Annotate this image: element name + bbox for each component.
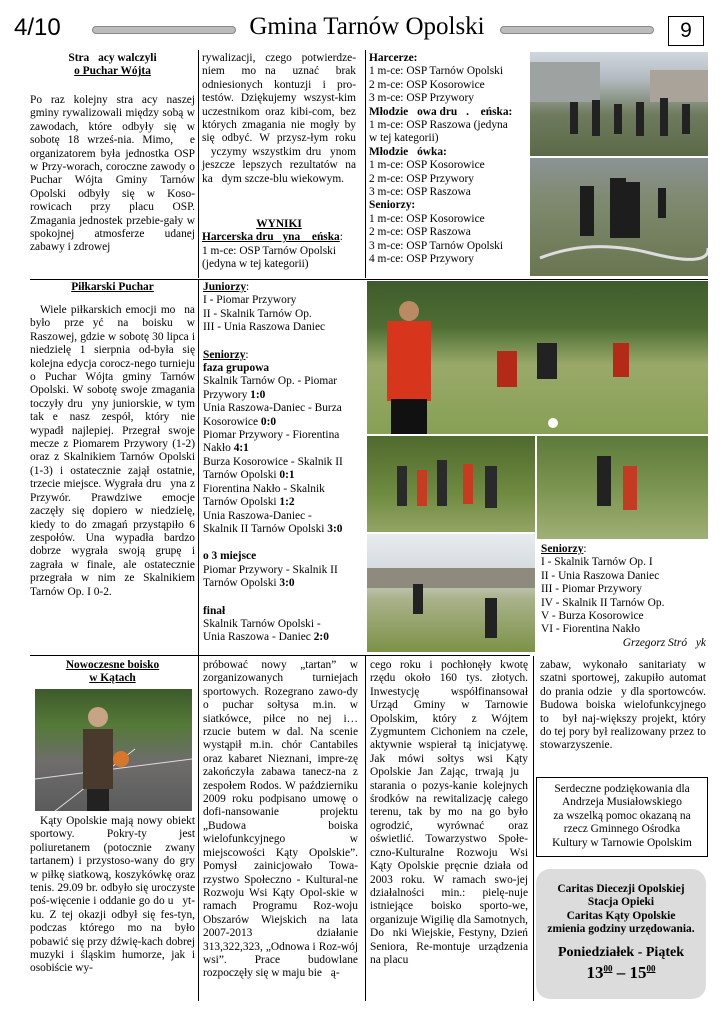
results-line: w tej kategorii) [369, 132, 439, 145]
results-line: 1 m-ce: OSP Tarnów Opolski [369, 65, 503, 78]
harcerska-line1: 1 m-ce: OSP Tarnów Opolski [202, 244, 336, 257]
divider [198, 656, 199, 1001]
results-line: 1 m-ce: OSP Raszowa (jedyna [369, 119, 508, 132]
divider [198, 280, 199, 655]
football-photo-small-right [537, 436, 708, 539]
article3-title [30, 659, 195, 686]
divider [533, 656, 534, 1001]
match-score: 0:1 [279, 469, 295, 482]
article1-results: WYNIKI Harcerska dru yna  eńska: 1 m-ce: OSP Tarnów Opolski (jedyna w tej kategorii) [202, 218, 356, 272]
junior-rank: II - Skalnik Tarnów Op. [203, 307, 312, 320]
match-score: 3:0 [327, 522, 343, 535]
article2-results: Juniorzy: I - Piomar Przywory II - Skalnik Tarnów Op. III - Unia Raszowa Daniec Seniorzy: faza grupowa Skalnik Tarnów Op. - Piomar Przywory 1:0 Unia Raszowa-Daniec - Burza Kosorowice 0:0 Piomar Przywory - Fiorentina Nakło 4:1 Burza Kosorowice - Skalnik II Tarnów Opolski 0:1 Fiorentina Nakło - Skalnik Tarnów Opolski 1:2 Unia Raszowa-Daniec - Skalnik II Tarnów Opolski 3:0 o 3 miejsce Piomar Przywory - Skalnik II Tarnów Opolski 3:0 finał Skalnik Tarnów Opolski - Unia Raszowa - Daniec 2:0 [203, 281, 363, 645]
caritas-line: zmienia godziny urzędowania. [547, 923, 695, 936]
results-category: Seniorzy: [369, 199, 416, 212]
results-line: 3 m-ce: OSP Przywory [369, 92, 474, 105]
sports-field-photo [35, 689, 192, 811]
caritas-line: Caritas Diecezji Opolskiej [557, 883, 685, 895]
match-teams-cont: Skalnik II Tarnów Opolski 3:0 [203, 522, 343, 535]
firefighters-image-1 [530, 52, 708, 156]
match-teams: Burza Kosorowice - Skalnik II [203, 455, 343, 468]
juniors-list [203, 294, 363, 334]
seniors-ranking: Seniorzy: I - Skalnik Tarnów Op. I II - Unia Raszowa Daniec III - Piomar Przywory IV - Skalnik II Tarnów Op. V - Burza Kosorowice VI - Fiorentina Nakło Grzegorz Stró yk [541, 543, 706, 649]
results-line: 2 m-ce: OSP Przywory [369, 172, 474, 185]
caritas-days: Poniedziałek - Piątek [558, 944, 684, 960]
match-teams-cont: Tarnów Opolski 1:2 [203, 496, 295, 509]
article3-title-line2: w Kątach [89, 672, 136, 685]
results-category: Młodzie owa dru .  eńska: [369, 105, 513, 118]
match-teams-cont: Kosorowice 0:0 [203, 415, 277, 428]
results-line: 4 m-ce: OSP Przywory [369, 253, 474, 266]
caritas-line: Caritas Kąty Opolskie [566, 909, 676, 922]
match-teams: Skalnik Tarnów Op. - Piomar [203, 375, 338, 388]
ranking-item: I - Skalnik Tarnów Op. I [541, 556, 653, 569]
article3-col3: cego roku i pochłonęły kwotę rzędu około 160 tys. złotych. Inwestycję współfinansował Urząd Gminy w Tarnowie Opolskim, który z Wójtem Zygmuntem Cichoniem na czele, aktywnie wspierał tą inicjatywę. Jak mówi sołtys wsi Kąty Opolskie Jan Zając, trwają ju  starania o pozys-kanie kolejnych środków na rewitalizację całego terenu, tak by mo na go było ogrodzić, wyrównać oraz oświetlić. Towarzystwo Społe-czno-Kulturalne Rozwoju Wsi Kąty Opolskie pręcnie działa od 2003 roku. W ramach swo-jej działalności min.: pielę-nuje istniejące boisko sporto-we, organizuje Wigilię dla Samotnych, Do nki Wiejskie, Festyny, Dzień Seniora, Re-montuje urządzenia na placu [370, 659, 528, 966]
match-teams-cont: Tarnów Opolski 0:1 [203, 469, 295, 482]
football-image-3 [537, 436, 708, 539]
match-teams-cont: Przywory 1:0 [203, 388, 266, 401]
third-place-match-cont: Tarnów Opolski [203, 577, 277, 590]
article1-results-list [369, 52, 527, 267]
results-heading: WYNIKI [256, 218, 302, 230]
article2-body [30, 304, 195, 599]
article1-body-cont: rywalizacji, czego potwierdze-niem mo na uznać brak odniesionych kontuzji i pro-testów. Dziękujemy wszyst-kim uczestnikom oraz kibi-com, bez których zmagania nie mogły by się odbyć. W przysz-łym roku  yczymy wszystkim dru ynom jeszcze lepszych rezultatów na ka dym szcze-blu wiekowym. [202, 52, 356, 185]
final-match-cont: Unia Raszowa - Daniec [203, 631, 311, 644]
thanks-box [536, 777, 708, 857]
football-photo-bottom [367, 534, 535, 652]
page-title: Gmina Tarnów Opolski [249, 13, 485, 40]
caritas-hours: $13^{00} - 15^{00}$ [586, 962, 656, 982]
juniors-heading: Juniorzy [203, 281, 247, 293]
article1-title-line1: Stra acy walczyli [68, 52, 157, 64]
firefighters-photo-bottom [530, 158, 708, 276]
results-category: Harcerze: [369, 52, 418, 64]
article1-title-line2: o Puchar Wójta [74, 65, 151, 78]
results-line: 1 m-ce: OSP Kosorowice [369, 159, 485, 172]
ranking-heading: Seniorzy [541, 543, 584, 555]
section-rule [30, 655, 530, 656]
match-teams-cont: Nakło 4:1 [203, 442, 249, 455]
ranking-item: III - Piomar Przywory [541, 583, 642, 596]
article1-title [30, 52, 195, 79]
ranking-item: V - Burza Kosorowice [541, 610, 644, 623]
match-score: 1:0 [250, 388, 266, 401]
third-place-heading: o 3 miejsce [203, 550, 257, 563]
caritas-line: Stacja Opieki [587, 896, 655, 909]
football-image-1 [367, 281, 708, 434]
thanks-line: Serdeczne podziękowania dla [554, 783, 690, 795]
ranking-item: VI - Fiorentina Nakło [541, 623, 641, 636]
match-score: 0:0 [260, 415, 277, 428]
thanks-line: rzecz Gminnego Ośrodka [563, 823, 681, 836]
article2-title: Piłkarski Puchar [71, 281, 154, 293]
group-heading: faza grupowa [203, 362, 270, 375]
sports-field-image [35, 689, 192, 811]
junior-rank: III - Unia Raszowa Daniec [203, 321, 326, 334]
match-teams: Piomar Przywory - Fiorentina [203, 429, 340, 442]
match-teams: Fiorentina Nakło - Skalnik [203, 482, 325, 495]
results-line: 3 m-ce: OSP Tarnów Opolski [369, 239, 503, 252]
matches-list [203, 375, 363, 536]
header-rule-right [500, 26, 654, 34]
results-line: 3 m-ce: OSP Raszowa [369, 186, 471, 199]
article3-col2: próbować nowy „tartan” w zorganizowanych turniejach sportowych. Rozegrano zawo-dy o puchar sołtysa m.in. w siatkówce, piłce no nej i… rzucie butem w dal. Na scenie wystąpił m.in. chór Cantabiles oraz kabaret Nieznani, impre-zę zakończyła zabawa tanecz-na z zespołem Rodos. W październiku 2009 roku podpisano umowę o dofi-nansowanie projektu „Budowa boiska wielofunkcyjnego w miejscowości Kąty Opolskie”. Pomysł zainicjowało Towa-rzystwo Społeczno - Kultural-ne Rozwoju Wsi Kąty Opol-skie w ramach Programu Roz-woju Obszarów Wiejskich na lata 2007-2013 działanie 313,322,323, „Odnowa i Roz-wój wsi”. Prace budowlane rozpoczęły się w maju bie ą- [203, 659, 358, 980]
firefighters-image-2 [530, 158, 708, 276]
article2-paragraph: Wiele piłkarskich emocji mo na było prze yć na boisku w Raszowej, gdzie w sobotę 30 lipca i niedzielę 1 sierpnia od-była się kolejna edycja corocz-nego turnieju o Puchar Wójta gminy Tarnów Opolski. W sobotę swoje zmagania toczyły dru yny juniorskie, w tym tak e nasz zespół, który nie wypadł najlepiej. Przegrał swoje mecze z Piomarem Przywory (1-2) oraz z Skalnikiem Tarnów Opolski (1-3) i ostatecznie zajął ostatnie, trzecie miejsce. Wygrała dru yna z Przywór. Prawdziwe emocje zaczęły się dopiero w niedzielę, kiedy to do zmagań przystąpiło 6 zespołów. Una wypadła bardzo dobrze wygrała swoją grupę i zagrała w finale, ale ostatecznie przegrała w nim ze Skalnikiem Tarnów Op. I 0-2. [30, 304, 195, 598]
thanks-line: Andrzeja Musiałowskiego [562, 796, 682, 809]
article3-col1 [30, 815, 195, 976]
author: Grzegorz Stró yk [622, 636, 706, 649]
page-number-box [668, 16, 704, 46]
final-match: Skalnik Tarnów Opolski - [203, 617, 321, 630]
header-rule-left [92, 26, 236, 34]
divider [198, 50, 199, 278]
thanks-line: za wszelką pomoc okazaną na [553, 809, 691, 822]
firefighters-photo-top [530, 52, 708, 156]
seniors-heading: Seniorzy [203, 348, 246, 361]
harcerska-line2: (jedyna w tej kategorii) [202, 258, 309, 271]
football-image-2 [367, 436, 535, 532]
results-line: 1 m-ce: OSP Kosorowice [369, 212, 485, 225]
section-rule [30, 279, 708, 280]
match-teams: Unia Raszowa-Daniec - Burza [203, 402, 342, 415]
divider [365, 656, 366, 1001]
ranking-list [541, 556, 706, 636]
ranking-item: II - Unia Raszowa Daniec [541, 569, 660, 582]
match-score: 4:1 [233, 442, 249, 455]
caritas-box [536, 869, 706, 999]
issue-number: 4/10 [14, 14, 61, 41]
harcerska-heading: Harcerska dru yna  eńska [202, 231, 340, 244]
results-category: Młodzie ówka: [369, 145, 447, 158]
football-photo-main [367, 281, 708, 434]
third-place-score: 3:0 [279, 577, 295, 590]
page-number: 9 [680, 19, 692, 42]
ranking-item: IV - Skalnik II Tarnów Op. [541, 596, 665, 609]
article3-col1-text: Kąty Opolskie mają nowy obiekt sportowy. Pokry-ty jest poliuretanem (potocznie zwany tartanem) i przystoso-wany do gry w piłkę siatkową, koszykówkę oraz tenis. 29.09 br. odbyło się uroczyste poś-więcenie i oddanie go do u yt-ku. Z tej okazji odbył się fes-tyn, podczas którego mo na było pobawić się przy dźwię-kach dobrej muzyki i śląskim humorze, jak i osobiście wy- [30, 815, 195, 975]
divider [365, 50, 366, 278]
final-score: 2:0 [313, 631, 329, 644]
match-score: 1:2 [279, 496, 295, 509]
results-line: 2 m-ce: OSP Raszowa [369, 226, 471, 239]
football-image-4 [367, 534, 535, 652]
match-teams: Unia Raszowa-Daniec - [203, 509, 312, 522]
football-photo-small-left [367, 436, 535, 532]
article1-body: Po raz kolejny stra acy naszej gminy rywalizowali między sobą w zawodach, które odbyły się w sobotę 18 wrześ-nia. Mimo,  e organizatorem była jednostka OSP w Przy-worach, coroczne zawody o Puchar Wójta Gminy Tarnów Opolski odbyły się w Koso-rowicach przy placu OSP. Zmagania jednostek przebie-gały w spokojnej atmosferze udanej zabawy i zdrowej [30, 94, 195, 254]
thanks-line: Kultury w Tarnowie Opolskim [552, 836, 692, 849]
junior-rank: I - Piomar Przywory [203, 294, 297, 307]
article3-col4: zabaw, wykonało sanitariaty w szatni sportowej, zakupiło automat do prania odzie y dla sportowców. Budowa boiska wielofunkcyjnego to  był naj-większy projekt, który do tej pory był realizowany przez to stowarzyszenie. [540, 659, 706, 752]
article3-title-line1: Nowoczesne boisko [65, 659, 160, 671]
results-line: 2 m-ce: OSP Kosorowice [369, 78, 485, 91]
final-heading: finał [203, 604, 226, 617]
third-place-match: Piomar Przywory - Skalnik II [203, 563, 338, 576]
